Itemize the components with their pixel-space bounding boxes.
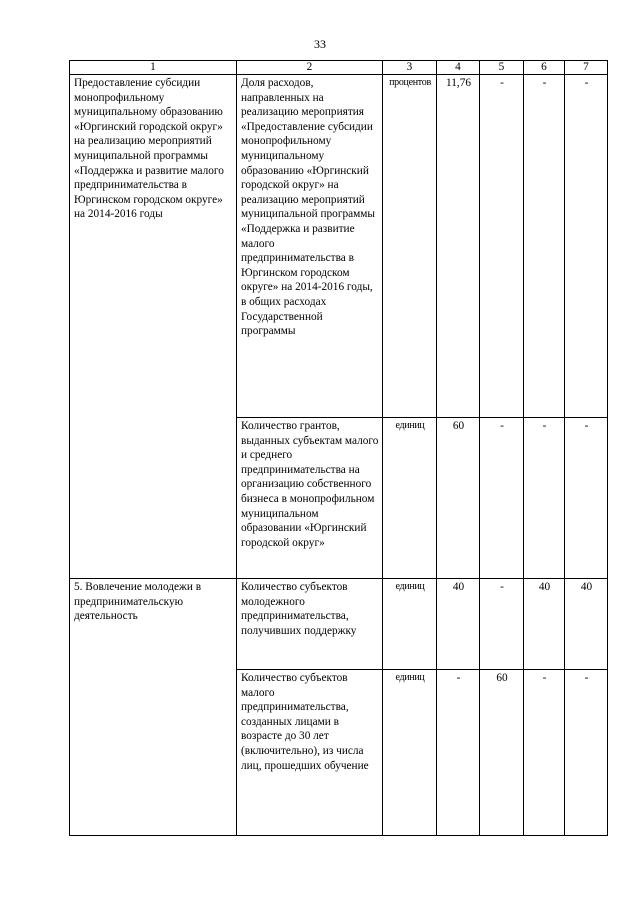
unit-cell: единиц (383, 670, 437, 836)
indicators-table (69, 60, 608, 836)
column-header-5: 5 (480, 61, 524, 75)
value-cell-col5: - (480, 579, 524, 670)
indicator-cell: Доля расходов, направленных на реализацию мероприятия «Предоставление субсидии монопрофильному муниципальному образованию «Юргинский городской округ» на реализацию мероприятий муниципальной программы «Поддержка и развитие малого предпринимательства в Юргинском городском округе» на 2014-2016 годы, в общих расходах Государственной программы (237, 75, 383, 418)
value-cell-col6: 40 (524, 579, 565, 670)
value-cell-col7: - (565, 670, 608, 836)
value-cell-col6: - (524, 75, 565, 418)
value-cell-col4: - (437, 670, 480, 836)
column-header-4: 4 (437, 61, 480, 75)
column-header-1: 1 (70, 61, 237, 75)
value-cell-col5: - (480, 75, 524, 418)
value-cell-col6: - (524, 670, 565, 836)
indicator-cell: Количество субъектов малого предпринимательства, созданных лицами в возрасте до 30 лет (включительно), из числа лиц, прошедших обучение (237, 670, 383, 836)
table-row (70, 579, 608, 670)
value-cell-col4: 60 (437, 418, 480, 579)
table-row (70, 75, 608, 418)
unit-cell: процентов (383, 75, 437, 418)
column-header-6: 6 (524, 61, 565, 75)
table-header-row (70, 61, 608, 75)
unit-cell: единиц (383, 418, 437, 579)
event-cell: Предоставление субсидии монопрофильному муниципальному образованию «Юргинский городской округ» на реализацию мероприятий муниципальной программы «Поддержка и развитие малого предпринимательства в Юргинском городском округе» на 2014-2016 годы (70, 75, 237, 579)
value-cell-col7: - (565, 418, 608, 579)
indicator-cell: Количество субъектов молодежного предпринимательства, получивших поддержку (237, 579, 383, 670)
value-cell-col6: - (524, 418, 565, 579)
page-number: 33 (314, 37, 326, 51)
column-header-2: 2 (237, 61, 383, 75)
value-cell-col5: 60 (480, 670, 524, 836)
value-cell-col7: - (565, 75, 608, 418)
value-cell-col4: 11,76 (437, 75, 480, 418)
column-header-7: 7 (565, 61, 608, 75)
column-header-3: 3 (383, 61, 437, 75)
value-cell-col4: 40 (437, 579, 480, 670)
value-cell-col7: 40 (565, 579, 608, 670)
indicator-cell: Количество грантов, выданных субъектам малого и среднего предпринимательства на организацию собственного бизнеса в монопрофильном муниципальном образовании «Юргинский городской округ» (237, 418, 383, 579)
value-cell-col5: - (480, 418, 524, 579)
event-cell: 5. Вовлечение молодежи в предпринимательскую деятельность (70, 579, 237, 836)
unit-cell: единиц (383, 579, 437, 670)
